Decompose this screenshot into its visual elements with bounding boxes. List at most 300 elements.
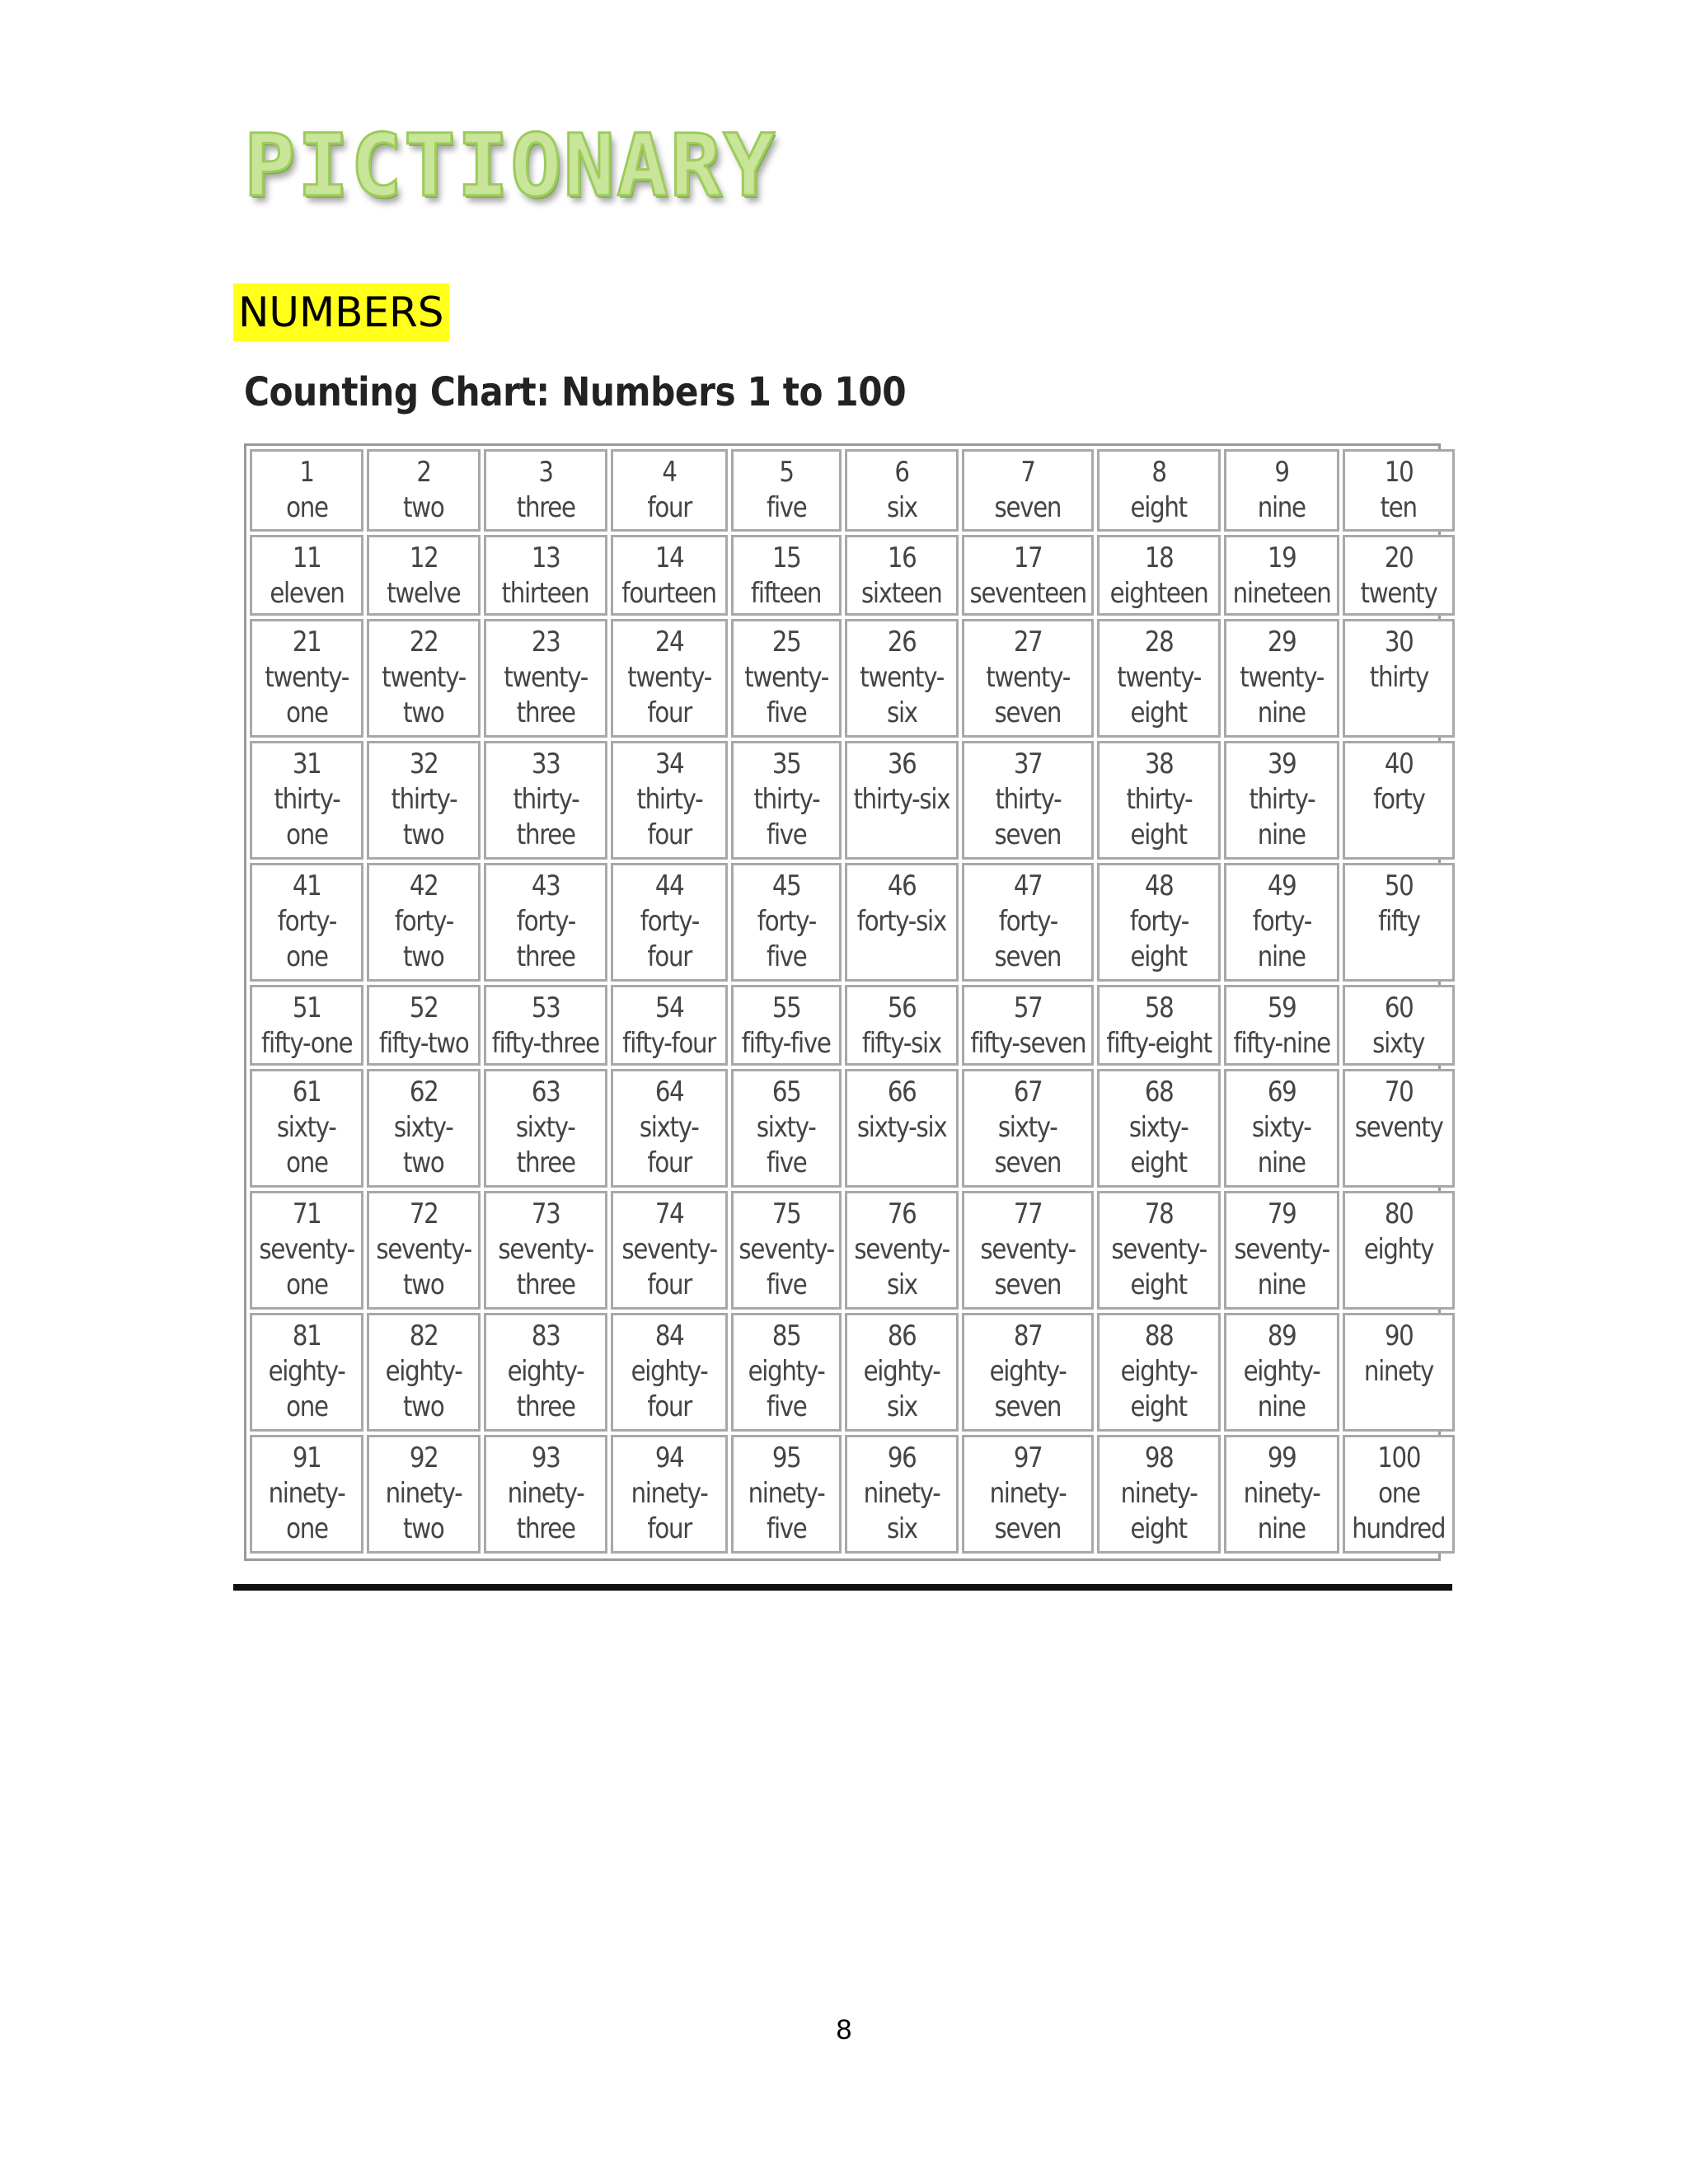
number-word: forty- <box>1129 905 1189 938</box>
number-word: eighty- <box>268 1355 345 1388</box>
number-digit: 48 <box>1144 869 1174 902</box>
number-word: five <box>766 491 807 524</box>
number-cell <box>367 619 481 738</box>
number-word: nine <box>1257 1512 1306 1545</box>
number-cell <box>367 863 481 982</box>
number-word: thirty- <box>753 783 819 816</box>
number-word: seven <box>994 1268 1062 1301</box>
number-word: twenty- <box>627 661 711 694</box>
divider-rule <box>233 1584 1452 1591</box>
number-digit: 66 <box>887 1076 917 1108</box>
number-word: nineteen <box>1232 577 1331 610</box>
number-word: eight <box>1130 1268 1188 1301</box>
number-word: sixty- <box>1129 1111 1189 1144</box>
number-word: thirty- <box>1126 783 1192 816</box>
number-word: eleven <box>269 577 345 610</box>
number-cell <box>1097 449 1221 532</box>
number-word: fifty-nine <box>1233 1027 1330 1060</box>
number-word: eighteen <box>1109 577 1208 610</box>
number-digit: 46 <box>887 869 917 902</box>
number-cell <box>1097 619 1221 738</box>
number-cell <box>1097 741 1221 860</box>
number-word: five <box>766 696 807 729</box>
number-word: forty- <box>1252 905 1311 938</box>
number-word: ninety- <box>268 1477 345 1510</box>
number-word: thirty- <box>391 783 457 816</box>
number-digit: 94 <box>654 1441 684 1474</box>
number-word: eighty- <box>989 1355 1067 1388</box>
number-word: twenty- <box>1240 661 1324 694</box>
number-cell <box>484 619 607 738</box>
number-cell <box>1343 619 1455 738</box>
number-word: sixty- <box>277 1111 336 1144</box>
number-cell <box>611 741 728 860</box>
number-digit: 24 <box>654 626 684 658</box>
number-digit: 37 <box>1013 748 1043 780</box>
number-word: nine <box>1257 1268 1306 1301</box>
number-word: seventy- <box>1111 1233 1207 1266</box>
number-digit: 32 <box>409 748 438 780</box>
number-word: thirty <box>1369 661 1428 694</box>
number-cell <box>1343 863 1455 982</box>
number-cell <box>484 1313 607 1432</box>
number-word: eight <box>1130 818 1188 851</box>
number-word: forty- <box>640 905 699 938</box>
number-cell <box>250 863 363 982</box>
number-word: fifty-five <box>742 1027 831 1060</box>
number-cell <box>484 1069 607 1188</box>
number-digit: 13 <box>531 541 560 574</box>
number-digit: 79 <box>1267 1197 1296 1230</box>
number-cell <box>250 1435 363 1554</box>
number-digit: 97 <box>1013 1441 1043 1474</box>
number-digit: 1 <box>299 456 314 489</box>
number-word: ninety- <box>507 1477 584 1510</box>
number-cell <box>1343 1313 1455 1432</box>
number-word: four <box>647 1390 692 1423</box>
number-cell <box>484 741 607 860</box>
number-word: fifty-three <box>491 1027 600 1060</box>
number-digit: 2 <box>416 456 431 489</box>
number-cell <box>250 1313 363 1432</box>
number-digit: 70 <box>1384 1076 1414 1108</box>
number-word: five <box>766 940 807 973</box>
number-digit: 64 <box>654 1076 684 1108</box>
number-word: twelve <box>387 577 461 610</box>
number-word: ten <box>1380 491 1418 524</box>
number-digit: 15 <box>771 541 801 574</box>
number-digit: 71 <box>292 1197 321 1230</box>
number-digit: 10 <box>1384 456 1414 489</box>
section-label: NUMBERS <box>233 284 449 341</box>
number-digit: 25 <box>771 626 801 658</box>
number-word: one <box>285 1268 328 1301</box>
number-digit: 84 <box>654 1319 684 1352</box>
number-digit: 58 <box>1144 991 1174 1024</box>
number-digit: 34 <box>654 748 684 780</box>
number-word: thirty- <box>513 783 579 816</box>
number-cell <box>484 535 607 616</box>
number-cell <box>250 619 363 738</box>
number-word: seventy- <box>980 1233 1076 1266</box>
number-cell <box>1343 741 1455 860</box>
number-cell <box>250 1069 363 1188</box>
number-word: nine <box>1257 1390 1306 1423</box>
number-word: forty- <box>998 905 1057 938</box>
number-word: eighty- <box>1243 1355 1320 1388</box>
number-cell <box>1097 1313 1221 1432</box>
number-word: one <box>285 1390 328 1423</box>
number-word: two <box>403 696 444 729</box>
number-cell <box>611 619 728 738</box>
number-cell <box>962 741 1094 860</box>
number-word: nine <box>1257 491 1306 524</box>
number-word: one <box>285 491 328 524</box>
number-cell <box>1097 985 1221 1066</box>
number-digit: 98 <box>1144 1441 1174 1474</box>
number-cell <box>962 985 1094 1066</box>
number-cell <box>484 863 607 982</box>
number-digit: 77 <box>1013 1197 1043 1230</box>
number-word: two <box>403 491 444 524</box>
number-word: eighty- <box>1120 1355 1198 1388</box>
number-word: fifty-six <box>861 1027 942 1060</box>
number-digit: 47 <box>1013 869 1043 902</box>
number-digit: 83 <box>531 1319 560 1352</box>
number-cell <box>611 1435 728 1554</box>
number-word: sixty- <box>640 1111 699 1144</box>
number-word: two <box>403 818 444 851</box>
number-word: ninety- <box>1243 1477 1320 1510</box>
number-cell <box>1097 863 1221 982</box>
number-cell <box>1343 1069 1455 1188</box>
number-digit: 30 <box>1384 626 1414 658</box>
number-cell <box>1224 619 1339 738</box>
number-word: thirty- <box>995 783 1061 816</box>
number-word: sixty- <box>998 1111 1057 1144</box>
number-word: forty- <box>394 905 453 938</box>
number-word: fifty-seven <box>970 1027 1085 1060</box>
number-digit: 54 <box>654 991 684 1024</box>
number-cell <box>1224 1435 1339 1554</box>
number-cell <box>367 1435 481 1554</box>
number-digit: 12 <box>409 541 438 574</box>
number-word: one <box>285 696 328 729</box>
number-digit: 3 <box>538 456 553 489</box>
number-word: fifty-two <box>378 1027 469 1060</box>
number-digit: 41 <box>292 869 321 902</box>
number-word: sixty-six <box>856 1111 947 1144</box>
number-word: thirty-six <box>853 783 950 816</box>
number-word: ninety <box>1363 1355 1434 1388</box>
number-digit: 61 <box>292 1076 321 1108</box>
number-digit: 7 <box>1020 456 1035 489</box>
number-digit: 43 <box>531 869 560 902</box>
number-cell <box>484 1191 607 1310</box>
number-word: six <box>886 696 917 729</box>
number-cell <box>962 535 1094 616</box>
number-digit: 99 <box>1267 1441 1296 1474</box>
number-word: one <box>285 1512 328 1545</box>
number-cell <box>962 619 1094 738</box>
number-word: ninety- <box>863 1477 940 1510</box>
number-cell <box>611 1069 728 1188</box>
number-cell <box>250 741 363 860</box>
number-word: seventy- <box>498 1233 593 1266</box>
number-word: seventy <box>1354 1111 1443 1144</box>
number-word: three <box>516 1268 575 1301</box>
number-cell <box>845 619 959 738</box>
number-word: two <box>403 1390 444 1423</box>
number-word: hundred <box>1352 1512 1446 1545</box>
number-digit: 90 <box>1384 1319 1414 1352</box>
number-digit: 8 <box>1151 456 1166 489</box>
number-cell <box>845 1191 959 1310</box>
number-digit: 81 <box>292 1319 321 1352</box>
number-word: twenty <box>1360 577 1437 610</box>
number-word: five <box>766 1268 807 1301</box>
number-digit: 44 <box>654 869 684 902</box>
number-digit: 56 <box>887 991 917 1024</box>
number-cell <box>845 1313 959 1432</box>
number-cell <box>1343 535 1455 616</box>
number-word: eighty- <box>385 1355 462 1388</box>
number-word: twenty- <box>265 661 349 694</box>
number-word: one <box>285 818 328 851</box>
number-cell <box>962 1069 1094 1188</box>
number-cell <box>1224 1313 1339 1432</box>
number-word: thirteen <box>502 577 589 610</box>
number-word: twenty- <box>744 661 828 694</box>
number-digit: 89 <box>1267 1319 1296 1352</box>
number-cell <box>367 1313 481 1432</box>
number-cell <box>845 535 959 616</box>
number-word: ninety- <box>631 1477 708 1510</box>
number-word: nine <box>1257 940 1306 973</box>
number-digit: 38 <box>1144 748 1174 780</box>
number-word: ninety- <box>385 1477 462 1510</box>
number-word: one <box>285 940 328 973</box>
number-word: nine <box>1257 1146 1306 1179</box>
number-digit: 62 <box>409 1076 438 1108</box>
number-cell <box>1224 535 1339 616</box>
number-word: ninety- <box>748 1477 825 1510</box>
number-digit: 86 <box>887 1319 917 1352</box>
number-digit: 18 <box>1144 541 1174 574</box>
number-digit: 87 <box>1013 1319 1043 1352</box>
number-word: sixteen <box>861 577 942 610</box>
number-digit: 57 <box>1013 991 1043 1024</box>
number-word: two <box>403 1146 444 1179</box>
number-cell <box>962 863 1094 982</box>
number-digit: 27 <box>1013 626 1043 658</box>
number-cell <box>1224 863 1339 982</box>
number-word: thirty- <box>274 783 340 816</box>
number-word: fifteen <box>751 577 822 610</box>
number-word: nine <box>1257 818 1306 851</box>
number-cell <box>1224 741 1339 860</box>
number-word: six <box>886 1390 917 1423</box>
counting-chart <box>244 443 1446 1561</box>
number-cell <box>1097 1191 1221 1310</box>
number-cell <box>367 1069 481 1188</box>
number-digit: 20 <box>1384 541 1414 574</box>
number-word: thirty- <box>636 783 702 816</box>
number-cell <box>484 985 607 1066</box>
page-title: PICTIONARY <box>244 115 777 216</box>
number-cell <box>367 1191 481 1310</box>
number-word: sixty- <box>516 1111 575 1144</box>
number-word: seventy- <box>621 1233 717 1266</box>
number-word: fourteen <box>621 577 717 610</box>
number-digit: 96 <box>887 1441 917 1474</box>
number-word: seven <box>994 818 1062 851</box>
number-word: twenty- <box>382 661 466 694</box>
number-cell <box>611 449 728 532</box>
number-digit: 82 <box>409 1319 438 1352</box>
number-digit: 19 <box>1267 541 1296 574</box>
number-digit: 59 <box>1267 991 1296 1024</box>
number-cell <box>250 449 363 532</box>
number-word: four <box>647 1512 692 1545</box>
number-cell <box>611 863 728 982</box>
number-word: eight <box>1130 1390 1188 1423</box>
number-word: eight <box>1130 940 1188 973</box>
number-word: eight <box>1130 491 1188 524</box>
number-cell <box>731 1191 842 1310</box>
number-digit: 55 <box>771 991 801 1024</box>
number-cell <box>731 619 842 738</box>
number-word: sixty <box>1372 1027 1425 1060</box>
number-digit: 67 <box>1013 1076 1043 1108</box>
number-word: five <box>766 1390 807 1423</box>
number-word: eighty- <box>507 1355 584 1388</box>
number-cell <box>962 449 1094 532</box>
number-digit: 68 <box>1144 1076 1174 1108</box>
number-word: two <box>403 1268 444 1301</box>
page-number: 8 <box>836 2014 852 2046</box>
number-word: three <box>516 940 575 973</box>
number-word: three <box>516 491 575 524</box>
number-digit: 53 <box>531 991 560 1024</box>
number-digit: 78 <box>1144 1197 1174 1230</box>
number-word: five <box>766 1512 807 1545</box>
number-word: forty-six <box>856 905 947 938</box>
number-digit: 28 <box>1144 626 1174 658</box>
number-digit: 26 <box>887 626 917 658</box>
number-cell <box>731 741 842 860</box>
number-digit: 22 <box>409 626 438 658</box>
number-cell <box>484 449 607 532</box>
number-word: three <box>516 1146 575 1179</box>
number-word: seven <box>994 940 1062 973</box>
number-word: forty- <box>516 905 575 938</box>
number-cell <box>731 1313 842 1432</box>
number-digit: 63 <box>531 1076 560 1108</box>
number-cell <box>367 985 481 1066</box>
number-word: seven <box>994 696 1062 729</box>
number-digit: 49 <box>1267 869 1296 902</box>
number-cell <box>731 863 842 982</box>
number-word: eighty- <box>748 1355 825 1388</box>
number-word: sixty- <box>757 1111 816 1144</box>
number-word: five <box>766 818 807 851</box>
number-digit: 29 <box>1267 626 1296 658</box>
number-digit: 88 <box>1144 1319 1174 1352</box>
number-word: eighty- <box>863 1355 940 1388</box>
chart-title: Counting Chart: Numbers 1 to 100 <box>244 369 907 415</box>
number-digit: 95 <box>771 1441 801 1474</box>
number-word: four <box>647 696 692 729</box>
number-cell <box>1097 1069 1221 1188</box>
number-word: seven <box>994 1390 1062 1423</box>
number-digit: 23 <box>531 626 560 658</box>
number-word: seven <box>994 1512 1062 1545</box>
number-word: thirty- <box>1249 783 1315 816</box>
number-word: fifty <box>1377 905 1420 938</box>
number-cell <box>845 741 959 860</box>
number-digit: 72 <box>409 1197 438 1230</box>
number-word: four <box>647 1146 692 1179</box>
number-word: two <box>403 940 444 973</box>
number-cell <box>731 1435 842 1554</box>
number-word: sixty- <box>1252 1111 1311 1144</box>
number-word: six <box>886 1268 917 1301</box>
number-digit: 45 <box>771 869 801 902</box>
number-word: one <box>285 1146 328 1179</box>
number-cell <box>731 535 842 616</box>
number-digit: 76 <box>887 1197 917 1230</box>
number-digit: 93 <box>531 1441 560 1474</box>
number-cell <box>367 449 481 532</box>
number-word: three <box>516 1512 575 1545</box>
number-digit: 100 <box>1377 1441 1420 1474</box>
number-cell <box>1097 535 1221 616</box>
number-digit: 4 <box>662 456 677 489</box>
number-digit: 69 <box>1267 1076 1296 1108</box>
number-digit: 33 <box>531 748 560 780</box>
number-digit: 85 <box>771 1319 801 1352</box>
number-word: five <box>766 1146 807 1179</box>
number-digit: 50 <box>1384 869 1414 902</box>
number-digit: 31 <box>292 748 321 780</box>
number-word: twenty- <box>860 661 944 694</box>
number-cell <box>1224 449 1339 532</box>
number-word: seventy- <box>259 1233 354 1266</box>
number-cell <box>1343 1191 1455 1310</box>
number-word: fifty-one <box>260 1027 353 1060</box>
number-digit: 92 <box>409 1441 438 1474</box>
number-cell <box>250 1191 363 1310</box>
number-cell <box>731 985 842 1066</box>
number-digit: 75 <box>771 1197 801 1230</box>
number-word: seven <box>994 1146 1062 1179</box>
number-cell <box>845 1069 959 1188</box>
number-cell <box>611 985 728 1066</box>
number-digit: 52 <box>409 991 438 1024</box>
number-digit: 35 <box>771 748 801 780</box>
number-word: seventeen <box>969 577 1086 610</box>
number-digit: 9 <box>1274 456 1289 489</box>
number-cell <box>845 985 959 1066</box>
number-word: twenty- <box>504 661 588 694</box>
number-word: forty- <box>277 905 336 938</box>
number-word: three <box>516 818 575 851</box>
number-word: one <box>1377 1477 1420 1510</box>
number-word: ninety- <box>989 1477 1067 1510</box>
number-cell <box>1224 1191 1339 1310</box>
number-digit: 6 <box>894 456 909 489</box>
